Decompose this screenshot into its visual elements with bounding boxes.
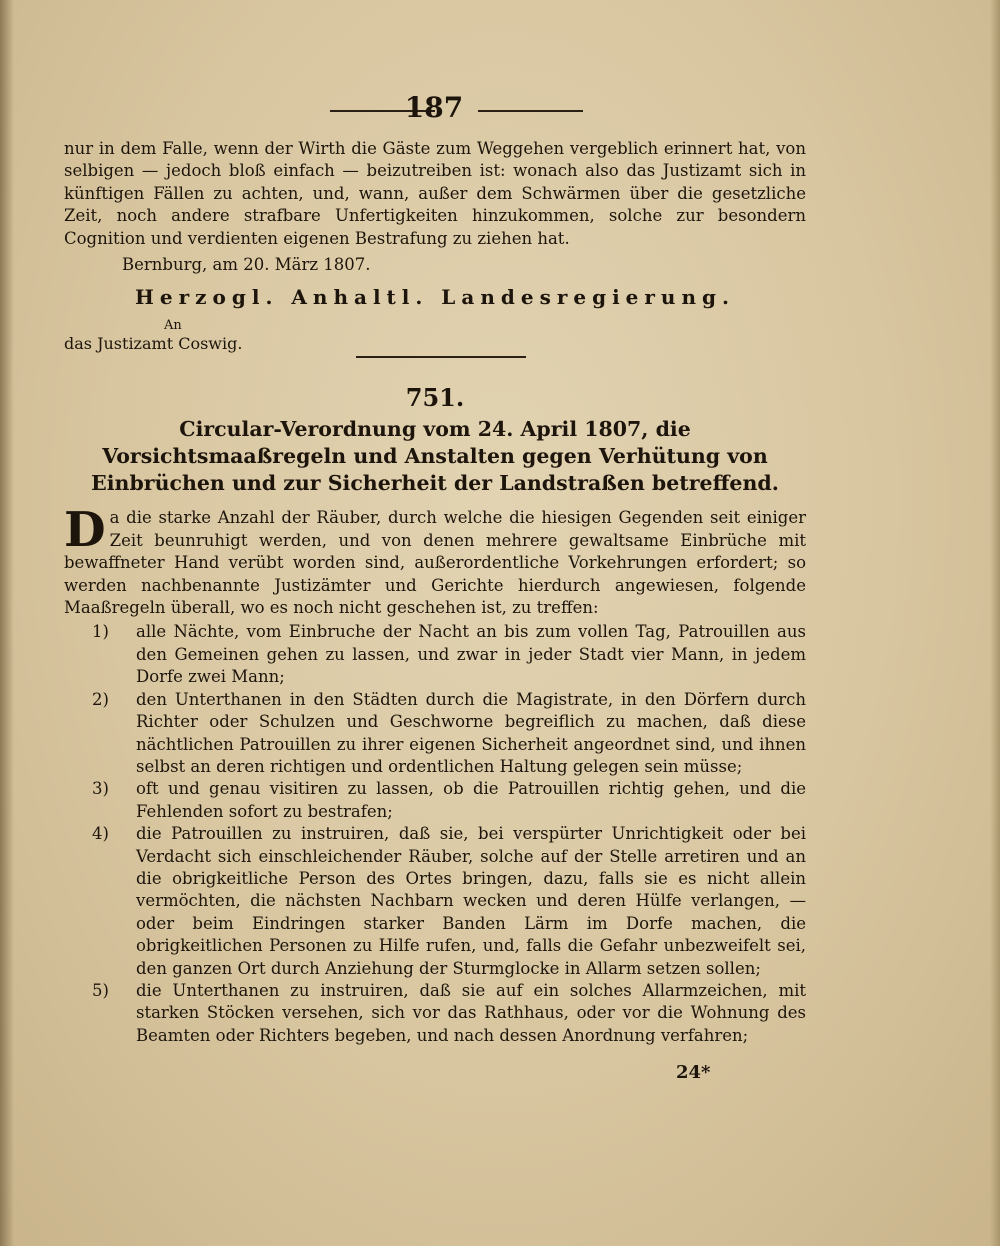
decree-intro [64, 502, 806, 619]
decree-title: Circular-Verordnung vom 24. April 1807, die Vorsichtsmaaßregeln und Anstalten gegen Verhütung von Einbrüchen und zur Sicherheit der Landstraßen betreffend. [91, 417, 779, 496]
page-edge-right [990, 0, 1000, 1246]
drop-cap: D [64, 502, 106, 559]
list-item [64, 621, 806, 688]
page-header [64, 88, 806, 128]
header-rule-right [478, 110, 583, 112]
list-item [64, 823, 806, 980]
list-item-number: 1) [92, 622, 109, 642]
list-item-number: 2) [92, 689, 109, 709]
list-item-text: den Unterthanen in den Städten durch die Magistrate, in den Dörfern durch Richter oder Schulzen und Geschworne begreiflich zu machen, daß diese nächtlichen Patrouillen zu ihrer eigenen Sicherheit angeordnet sind, und ihnen selbst an deren richtigen und ordentlichen Haltung gelegen sein müsse; [136, 689, 806, 776]
section-separator [356, 356, 526, 358]
list-item [64, 778, 806, 823]
list-item [64, 980, 806, 1047]
list-item-text: die Unterthanen zu instruiren, daß sie auf ein solches Allarmzeichen, mit starken Stöcken versehen, sich vor das Rathhaus, oder vor die Wohnung des Beamten oder Richters begeben, und nach dessen Anordnung verfahren; [136, 980, 806, 1045]
dateline: Bernburg, am 20. März 1807. [122, 255, 371, 275]
list-item-number: 5) [92, 980, 109, 1000]
page-edge-left [0, 0, 14, 1246]
intro-paragraph: nur in dem Falle, wenn der Wirth die Gäste zum Weggehen vergeblich erinnert hat, von selbigen — jedoch bloß einfach — beizutreiben ist: wonach also das Justizamt sich in künftigen Fällen zu achten, und, wann, außer dem Schwärmen über die gesetzliche Zeit, noch andere strafbare Unfertigkeiten hinzukommen, solche zur besondern Cognition und verdienten eigenen Bestrafung zu ziehen hat. [64, 139, 806, 248]
list-item-text: die Patrouillen zu instruiren, daß sie, bei verspürter Unrichtigkeit oder bei Verdacht sich einschleichender Räuber, solche auf der Stelle arretiren und an die obrigkeitliche Person des Ortes bringen, dazu, falls sie es nicht allein vermöchten, die nächsten Nachbarn wecken und deren Hülfe verlangen, — oder beim Eindringen starker Banden Lärm im Dorfe machen, die obrigkeitlichen Personen zu Hilfe rufen, und, falls die Gefahr unbezweifelt sei, den ganzen Ort durch Anziehung der Sturmglocke in Allarm setzen sollen; [136, 824, 806, 978]
decree-intro-text: a die starke Anzahl der Räuber, durch welche die hiesigen Gegenden seit einiger Zeit beunruhigt werden, und von denen mehrere gewaltsame Einbrüche mit bewaffneter Hand verübt worden sind, außerordentliche Vorkehrungen erfordert; so werden nachbenannte Justizämter und Gerichte hierdurch angewiesen, folgende Maaßregeln überall, wo es noch nicht geschehen ist, zu treffen: [64, 508, 806, 618]
decree-number: 751. [405, 383, 465, 413]
address-line-1: An [164, 318, 182, 334]
list-item-text: alle Nächte, vom Einbruche der Nacht an bis zum vollen Tag, Patrouillen aus den Gemeinen gehen zu lassen, und zwar in jeder Stadt vier Mann, in jedem Dorfe zwei Mann; [136, 622, 806, 687]
list-item-text: oft und genau visitiren zu lassen, ob die Patrouillen richtig gehen, und die Fehlenden sofort zu bestrafen; [136, 779, 806, 821]
measures-list [64, 621, 806, 1047]
page-number: 187 [404, 91, 464, 124]
address-line-2: das Justizamt Coswig. [64, 334, 243, 354]
list-item-number: 3) [92, 779, 109, 799]
list-item [64, 689, 806, 779]
page-content [64, 88, 806, 1047]
issuing-authority: Herzogl. Anhaltl. Landesregierung. [135, 285, 735, 310]
signature-mark: 24* [676, 1062, 711, 1083]
list-item-number: 4) [92, 824, 109, 844]
